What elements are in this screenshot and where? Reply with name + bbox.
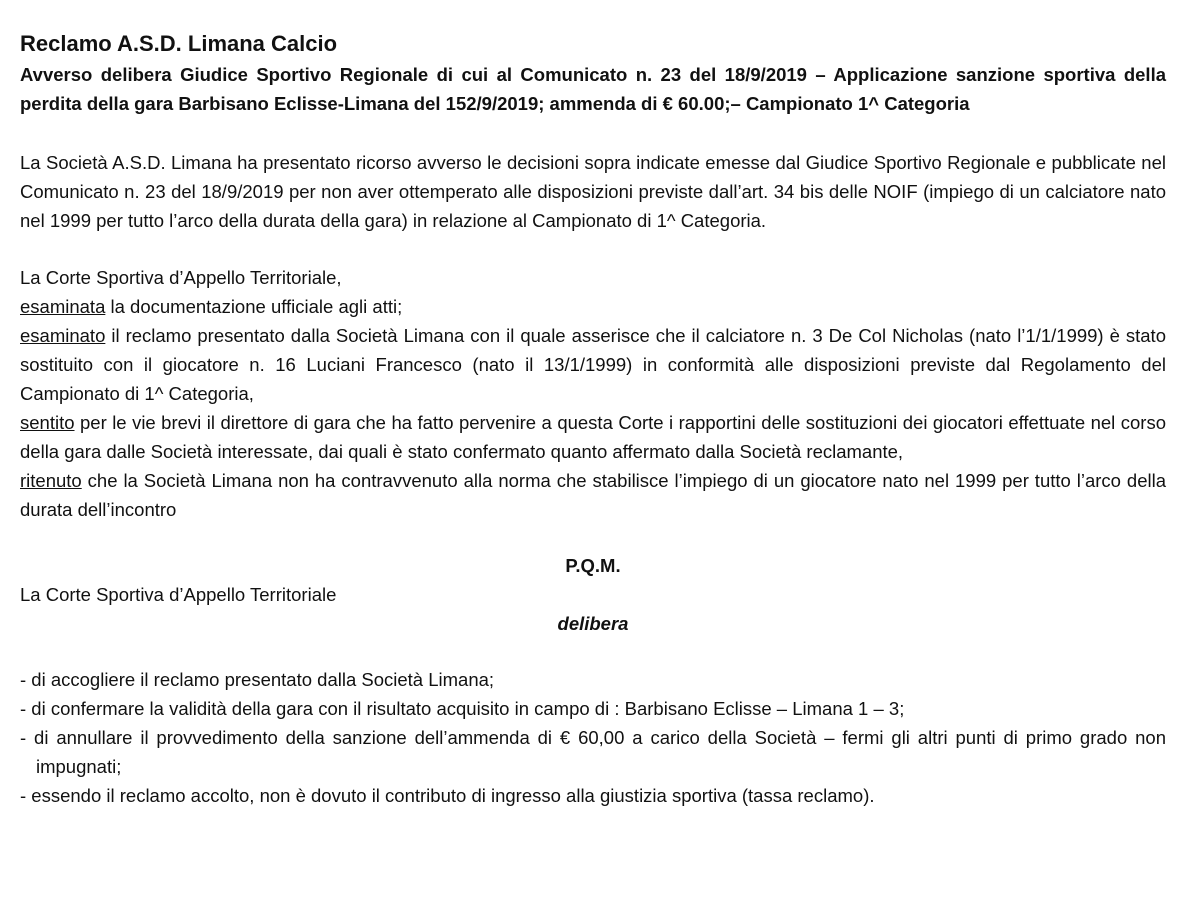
delibera-heading: delibera: [557, 613, 629, 634]
consideration-esaminata: [20, 292, 1166, 321]
consideration-text: il reclamo presentato dalla Società Limana con il quale asserisce che il calciatore n. 3 De Col Nicholas (nato l’1/1/1999) è stato sostituito con il giocatore n. 16 Luciani Francesco (nato il 13/1/1999) in conformità alle disposizioni previste dal Regolamento del Campionato di 1^ Categoria,: [20, 325, 1166, 404]
consideration-keyword: esaminata: [20, 296, 106, 317]
decision-item: - essendo il reclamo accolto, non è dovuto il contributo di ingresso alla giustizia sportiva (tassa reclamo).: [20, 785, 875, 806]
decision-item: - di accogliere il reclamo presentato dalla Società Limana;: [20, 669, 495, 690]
court-heading: La Corte Sportiva d’Appello Territoriale,: [20, 267, 342, 288]
spacer: [20, 638, 1166, 665]
spacer: [20, 118, 1166, 148]
decision-item: - di annullare il provvedimento della sanzione dell’ammenda di € 60,00 a carico della Società – fermi gli altri punti di primo grado non impugnati;: [20, 727, 1166, 777]
document-title: Reclamo A.S.D. Limana Calcio: [20, 31, 338, 56]
court-line: La Corte Sportiva d’Appello Territoriale: [20, 584, 337, 605]
consideration-esaminato: [20, 321, 1166, 408]
consideration-sentito: [20, 408, 1166, 466]
document-subtitle: Avverso delibera Giudice Sportivo Regionale di cui al Comunicato n. 23 del 18/9/2019 – Applicazione sanzione sportiva della perdita della gara Barbisano Eclisse-Limana del 152/9/2019; ammenda di € 60.00;– Campionato 1^ Categoria: [20, 64, 1166, 114]
spacer: [20, 235, 1166, 263]
spacer: [20, 524, 1166, 551]
consideration-text: la documentazione ufficiale agli atti;: [105, 296, 403, 317]
decisions-list: [20, 665, 1166, 810]
consideration-keyword: esaminato: [20, 325, 106, 346]
consideration-keyword: sentito: [20, 412, 75, 433]
pqm-heading: P.Q.M.: [565, 555, 621, 576]
consideration-text: che la Società Limana non ha contravvenuto alla norma che stabilisce l’impiego di un giocatore nato nel 1999 per tutto l’arco della durata dell’incontro: [20, 470, 1166, 520]
intro-paragraph: La Società A.S.D. Limana ha presentato ricorso avverso le decisioni sopra indicate emesse dal Giudice Sportivo Regionale e pubblicate nel Comunicato n. 23 del 18/9/2019 per non aver ottemperato alle disposizioni previste dall’art. 34 bis delle NOIF (impiego di un calciatore nato nel 1999 per tutto l’arco della durata della gara) in relazione al Campionato di 1^ Categoria.: [20, 152, 1166, 231]
consideration-text: per le vie brevi il direttore di gara che ha fatto pervenire a questa Corte i rapportini delle sostituzioni dei giocatori effettuate nel corso della gara dalle Società interessate, dai quali è stato confermato quanto affermato dalla Società reclamante,: [20, 412, 1166, 462]
decision-item: - di confermare la validità della gara con il risultato acquisito in campo di : Barbisano Eclisse – Limana 1 – 3;: [20, 698, 905, 719]
consideration-keyword: ritenuto: [20, 470, 82, 491]
consideration-ritenuto: [20, 466, 1166, 524]
